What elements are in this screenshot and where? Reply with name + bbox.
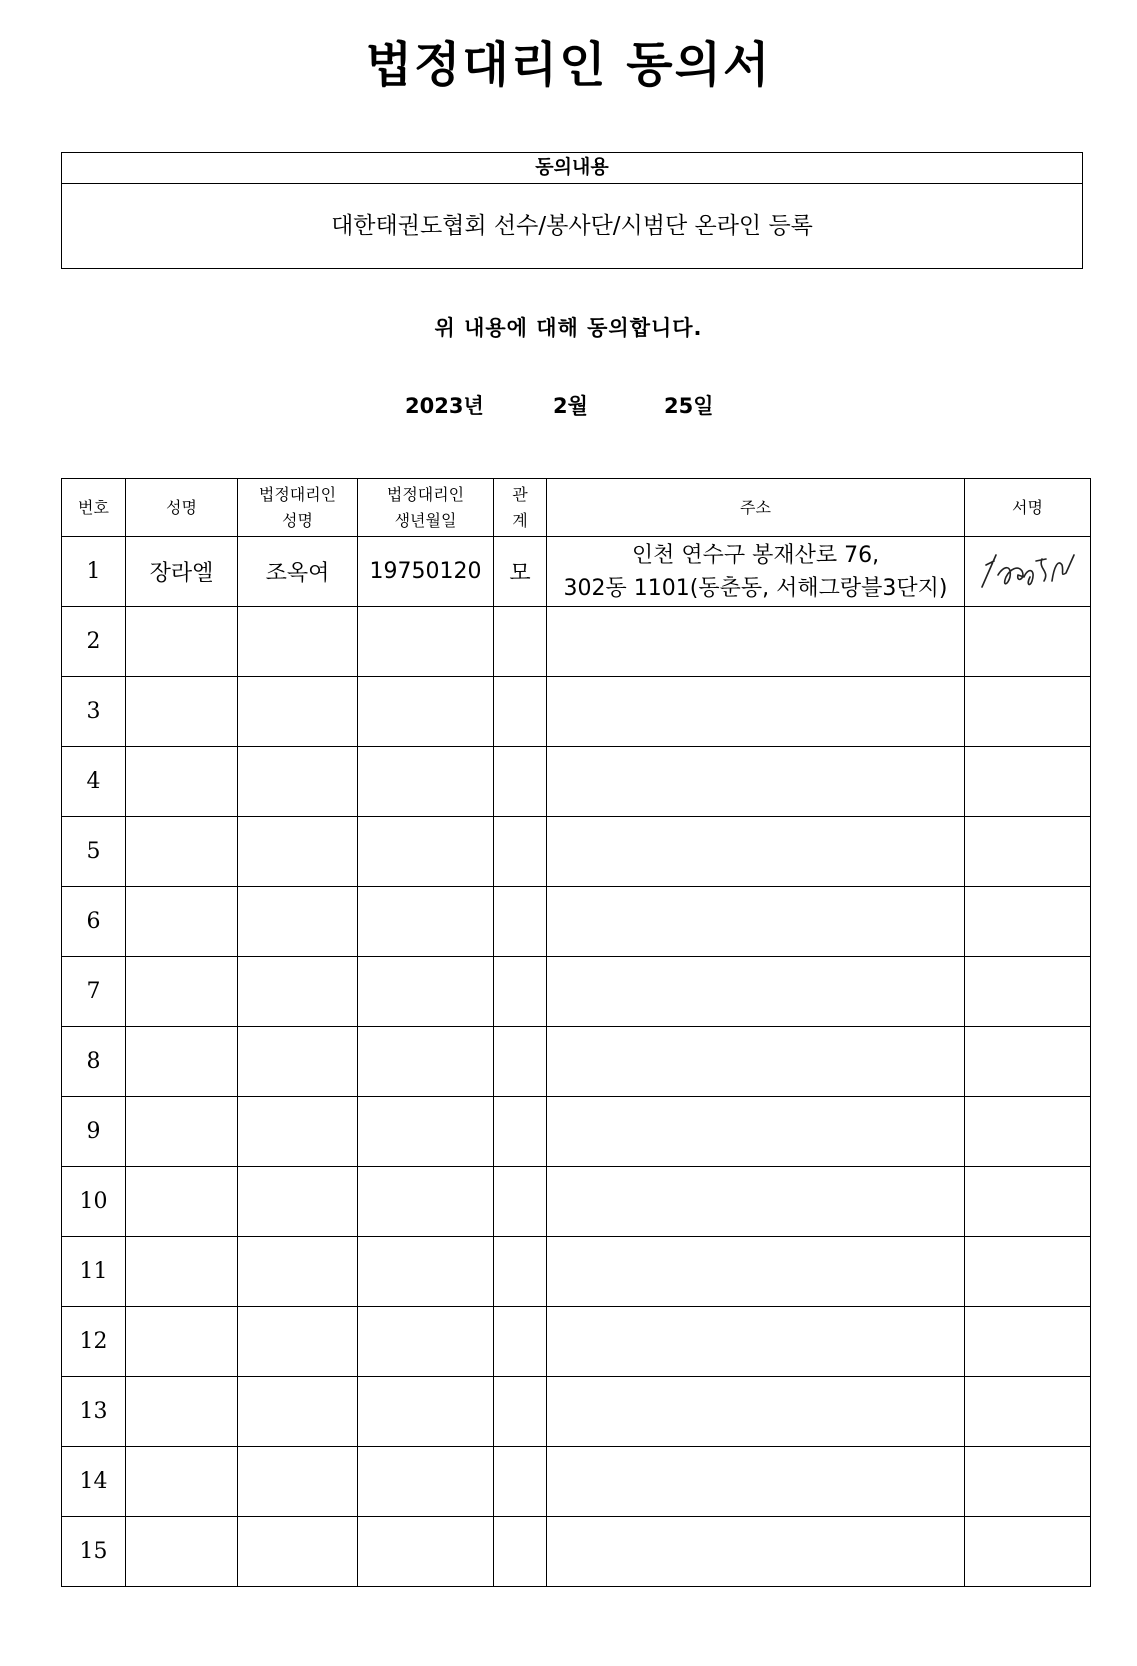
participant-name <box>126 817 238 887</box>
signature-cell <box>965 1377 1091 1447</box>
address <box>547 1097 965 1167</box>
guardian-name <box>238 957 358 1027</box>
row-number: 8 <box>62 1027 126 1097</box>
signature-cell <box>965 1307 1091 1377</box>
participant-name <box>126 1517 238 1587</box>
signature-cell <box>965 607 1091 677</box>
guardian-birthdate <box>358 1167 494 1237</box>
handwritten-signature <box>972 547 1084 597</box>
participant-name <box>126 1307 238 1377</box>
address <box>547 1517 965 1587</box>
row-number: 1 <box>62 537 126 607</box>
relation <box>494 817 547 887</box>
guardian-birthdate: 19750120 <box>358 537 494 607</box>
table-header-row <box>62 479 1091 537</box>
guardian-birthdate <box>358 1377 494 1447</box>
guardian-name <box>238 1167 358 1237</box>
address <box>547 537 965 607</box>
document-title: 법정대리인 동의서 <box>365 37 772 93</box>
relation <box>494 1377 547 1447</box>
relation <box>494 957 547 1027</box>
participant-name <box>126 957 238 1027</box>
signature-cell <box>965 1237 1091 1307</box>
relation <box>494 607 547 677</box>
guardian-birthdate <box>358 1447 494 1517</box>
participant-name <box>126 1237 238 1307</box>
signature-cell <box>965 1097 1091 1167</box>
address <box>547 607 965 677</box>
signature-cell <box>965 817 1091 887</box>
header-relation: 관 계 <box>494 479 547 537</box>
guardian-birthdate <box>358 747 494 817</box>
relation <box>494 1027 547 1097</box>
row-number: 5 <box>62 817 126 887</box>
table-row <box>62 747 1091 817</box>
address <box>547 1027 965 1097</box>
participant-name <box>126 677 238 747</box>
date-month: 2월 <box>553 394 588 418</box>
table-row <box>62 887 1091 957</box>
guardian-birthdate <box>358 817 494 887</box>
row-number: 11 <box>62 1237 126 1307</box>
guardian-name <box>238 747 358 817</box>
table-row <box>62 1167 1091 1237</box>
guardian-name <box>238 1447 358 1517</box>
table-row <box>62 677 1091 747</box>
header-guardian-birth: 법정대리인 생년월일 <box>358 479 494 537</box>
table-row <box>62 1447 1091 1517</box>
participant-name <box>126 1097 238 1167</box>
guardian-birthdate <box>358 1237 494 1307</box>
address <box>547 1447 965 1517</box>
consent-text: 대한태권도협회 선수/봉사단/시범단 온라인 등록 <box>331 213 813 239</box>
address <box>547 747 965 817</box>
row-number: 14 <box>62 1447 126 1517</box>
row-number: 15 <box>62 1517 126 1587</box>
table-row <box>62 537 1091 607</box>
row-number: 12 <box>62 1307 126 1377</box>
address <box>547 1307 965 1377</box>
row-number: 3 <box>62 677 126 747</box>
address <box>547 957 965 1027</box>
guardian-name <box>238 677 358 747</box>
row-number: 2 <box>62 607 126 677</box>
guardian-birthdate <box>358 1027 494 1097</box>
header-address: 주소 <box>547 479 965 537</box>
guardian-name <box>238 1237 358 1307</box>
consent-box <box>61 152 1083 269</box>
table-row <box>62 957 1091 1027</box>
guardian-name <box>238 1307 358 1377</box>
header-number: 번호 <box>62 479 126 537</box>
guardian-birthdate <box>358 1307 494 1377</box>
date-year: 2023년 <box>405 394 484 418</box>
guardian-birthdate <box>358 887 494 957</box>
guardian-birthdate <box>358 957 494 1027</box>
relation <box>494 1167 547 1237</box>
table-row <box>62 607 1091 677</box>
row-number: 6 <box>62 887 126 957</box>
signature-cell <box>965 747 1091 817</box>
header-signature: 서명 <box>965 479 1091 537</box>
header-guardian-name: 법정대리인 성명 <box>238 479 358 537</box>
address <box>547 817 965 887</box>
relation <box>494 1237 547 1307</box>
address <box>547 677 965 747</box>
consent-heading: 동의내용 <box>62 153 1082 184</box>
relation <box>494 887 547 957</box>
relation <box>494 747 547 817</box>
relation <box>494 1517 547 1587</box>
participant-name <box>126 1447 238 1517</box>
signature-cell <box>965 537 1091 607</box>
guardian-name <box>238 607 358 677</box>
address <box>547 1167 965 1237</box>
row-number: 10 <box>62 1167 126 1237</box>
relation <box>494 1447 547 1517</box>
guardian-name <box>238 817 358 887</box>
table-row <box>62 1027 1091 1097</box>
agreement-statement: 위 내용에 대해 동의합니다. <box>434 316 703 340</box>
relation <box>494 1097 547 1167</box>
date-day: 25일 <box>664 394 714 418</box>
guardian-name: 조옥여 <box>238 537 358 607</box>
table-row <box>62 1307 1091 1377</box>
address <box>547 887 965 957</box>
table-row <box>62 1097 1091 1167</box>
header-name: 성명 <box>126 479 238 537</box>
guardian-birthdate <box>358 1517 494 1587</box>
relation <box>494 1307 547 1377</box>
guardian-name <box>238 1027 358 1097</box>
participant-name: 장라엘 <box>126 537 238 607</box>
table-row <box>62 1237 1091 1307</box>
guardian-name <box>238 1517 358 1587</box>
participant-name <box>126 887 238 957</box>
row-number: 13 <box>62 1377 126 1447</box>
address-line-1: 인천 연수구 봉재산로 76, <box>631 542 880 568</box>
table-row <box>62 1517 1091 1587</box>
guardian-birthdate <box>358 677 494 747</box>
address-line-2: 302동 1101(동춘동, 서해그랑블3단지) <box>563 575 948 601</box>
signature-cell <box>965 1167 1091 1237</box>
guardian-name <box>238 1377 358 1447</box>
signature-cell <box>965 1027 1091 1097</box>
signature-cell <box>965 1517 1091 1587</box>
address <box>547 1237 965 1307</box>
guardian-birthdate <box>358 1097 494 1167</box>
participant-name <box>126 607 238 677</box>
signature-cell <box>965 957 1091 1027</box>
relation: 모 <box>494 537 547 607</box>
participant-name <box>126 1377 238 1447</box>
relation <box>494 677 547 747</box>
signature-cell <box>965 1447 1091 1517</box>
signature-cell <box>965 887 1091 957</box>
participant-name <box>126 1167 238 1237</box>
address <box>547 1377 965 1447</box>
guardian-name <box>238 887 358 957</box>
guardian-name <box>238 1097 358 1167</box>
row-number: 9 <box>62 1097 126 1167</box>
guardian-birthdate <box>358 607 494 677</box>
row-number: 4 <box>62 747 126 817</box>
table-row <box>62 817 1091 887</box>
participant-name <box>126 747 238 817</box>
signature-cell <box>965 677 1091 747</box>
participant-name <box>126 1027 238 1097</box>
guardian-table <box>61 478 1091 1587</box>
table-row <box>62 1377 1091 1447</box>
row-number: 7 <box>62 957 126 1027</box>
